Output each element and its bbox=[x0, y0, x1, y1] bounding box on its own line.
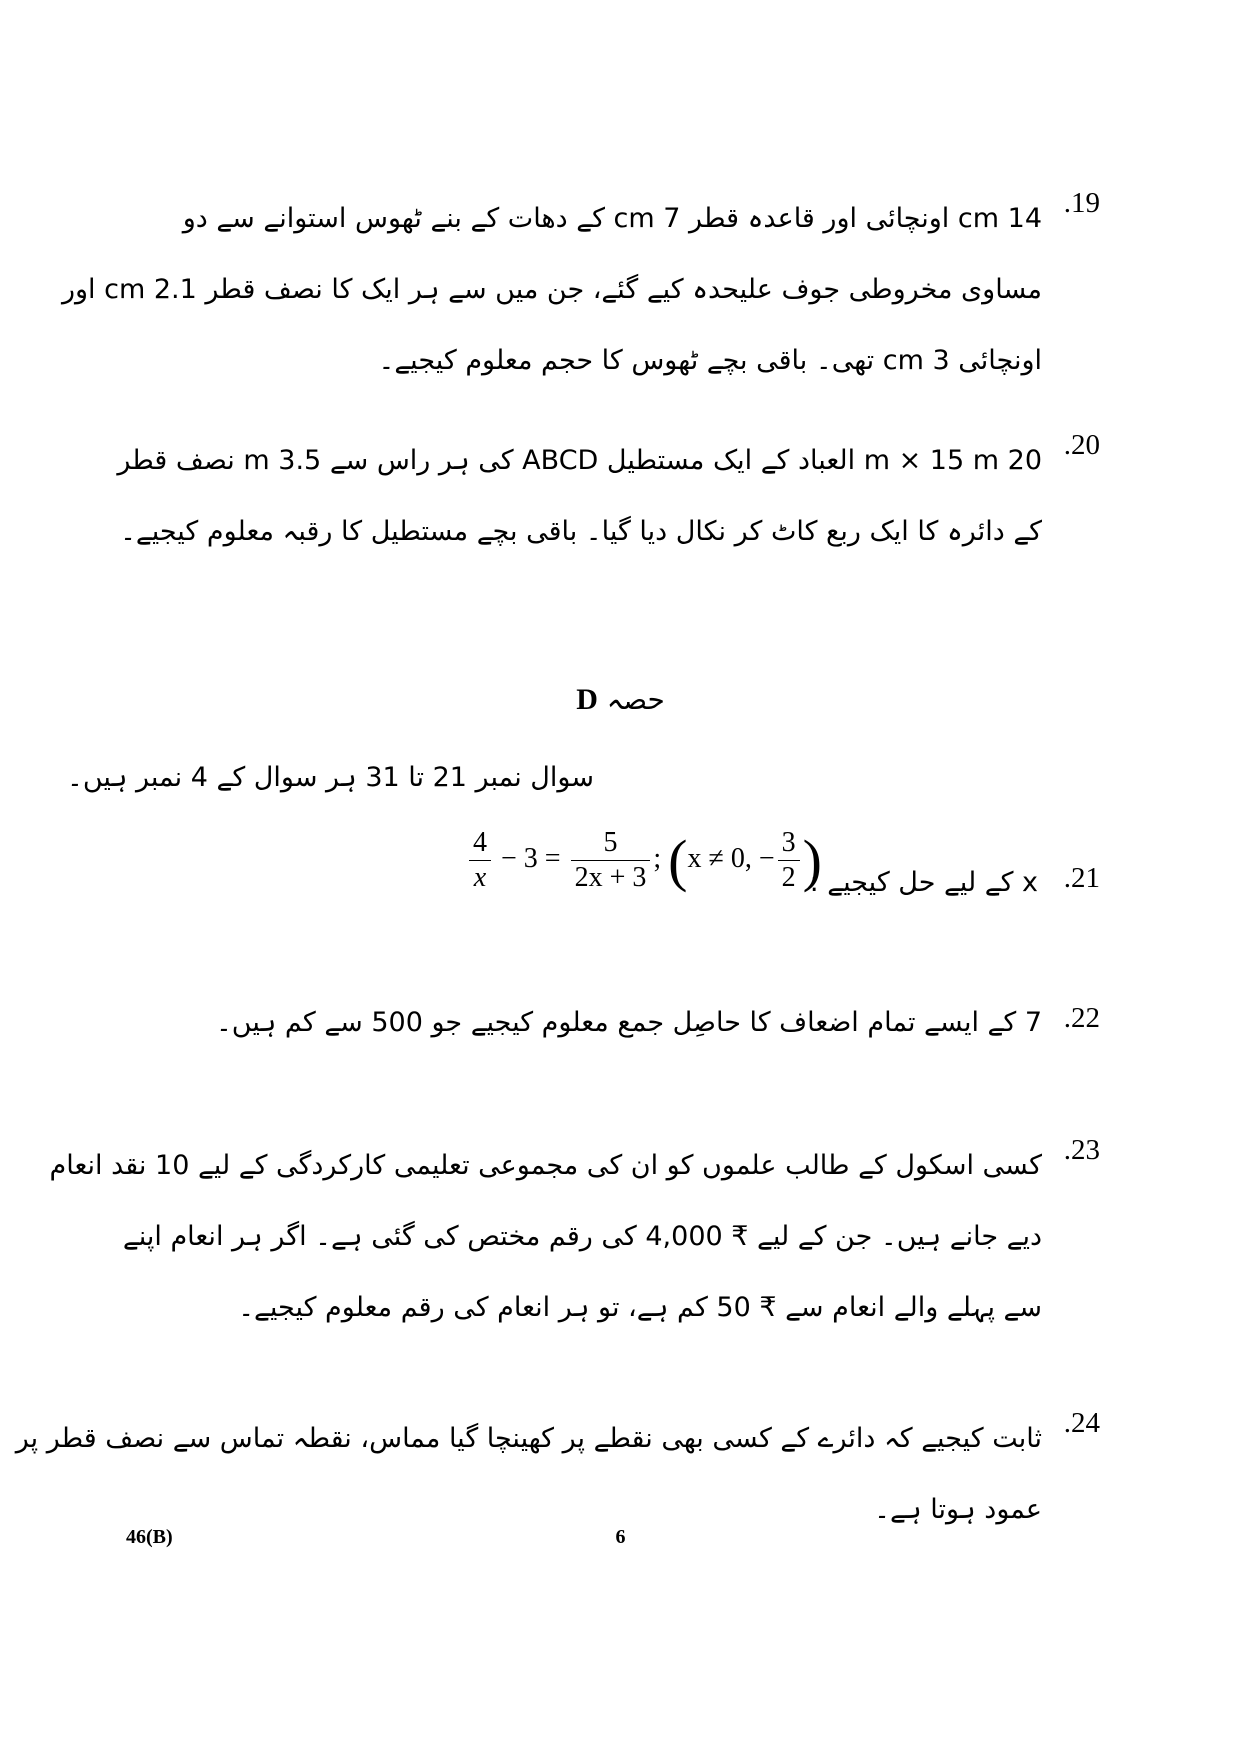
fraction: $\frac{4}{x}$ bbox=[469, 826, 491, 895]
section-letter: D bbox=[576, 683, 598, 716]
equation-separator: ; bbox=[653, 842, 662, 874]
question-19 bbox=[61, 183, 1100, 396]
question-number: .22 bbox=[1063, 1002, 1100, 1034]
section-marks-note: سوال نمبر 21 تا 31 ہر سوال کے 4 نمبر ہیں۔ bbox=[67, 762, 594, 793]
question-number: .20 bbox=[1063, 429, 1100, 461]
question-23 bbox=[49, 1130, 1100, 1343]
section-word: حصہ bbox=[606, 683, 665, 716]
question-line: x کے لیے حل کیجیے : bbox=[809, 867, 1038, 898]
question-line: کسی اسکول کے طالب علموں کو ان کی مجموعی تعلیمی کارکردگی کے لیے 10 نقد انعام bbox=[49, 1150, 1042, 1181]
question-number: .19 bbox=[1063, 187, 1100, 219]
question-number: .24 bbox=[1063, 1407, 1100, 1439]
page-number: 6 bbox=[615, 1526, 626, 1548]
fraction: $\frac{5}{2x + 3}$ bbox=[571, 826, 651, 895]
question-number: .21 bbox=[1063, 862, 1100, 894]
question-line: 7 کے ایسے تمام اضعاف کا حاصِل جمع معلوم کیجیے جو 500 سے کم ہیں۔ bbox=[215, 1007, 1042, 1038]
question-line: سے پہلے والے انعام سے ₹ 50 کم ہے، تو ہر انعام کی رقم معلوم کیجیے۔ bbox=[238, 1292, 1042, 1323]
question-line: مساوی مخروطی جوف علیحدہ کیے گئے، جن میں سے ہر ایک کا نصف قطر 2.1 cm اور bbox=[61, 274, 1042, 305]
equation-condition: x ≠ 0, − bbox=[687, 842, 775, 874]
right-paren: ) bbox=[802, 828, 822, 893]
question-line: کے دائرہ کا ایک ربع کاٹ کر نکال دیا گیا۔ باقی بچے مستطیل کا رقبہ معلوم کیجیے۔ bbox=[120, 516, 1042, 547]
question-line: دیے جانے ہیں۔ جن کے لیے ₹ 4,000 کی رقم مختص کی گئی ہے۔ اگر ہر انعام اپنے bbox=[122, 1221, 1042, 1252]
question-line: 14 cm اونچائی اور قاعدہ قطر 7 cm کے دھات کے بنے ٹھوس استوانے سے دو bbox=[182, 203, 1042, 234]
section-heading bbox=[0, 683, 1241, 717]
question-text bbox=[117, 425, 1042, 567]
equation-21 bbox=[466, 826, 822, 895]
question-text bbox=[49, 1130, 1042, 1343]
question-text bbox=[180, 998, 1042, 1048]
question-number: .23 bbox=[1063, 1134, 1100, 1166]
equation-term: − 3 = bbox=[501, 842, 561, 874]
left-paren: ( bbox=[668, 828, 688, 893]
question-text bbox=[61, 183, 1042, 396]
question-line: ثابت کیجیے کہ دائرے کے کسی بھی نقطے پر کھینچا گیا مماس، نقطہ تماس سے نصف قطر پر bbox=[15, 1423, 1042, 1454]
fraction: $\frac{3}{2}$ bbox=[778, 826, 800, 895]
question-line: اونچائی 3 cm تھی۔ باقی بچے ٹھوس کا حجم معلوم کیجیے۔ bbox=[378, 345, 1042, 376]
question-22 bbox=[180, 998, 1100, 1048]
question-line: عمود ہوتا ہے۔ bbox=[874, 1494, 1042, 1525]
question-line: 20 m × 15 m العباد کے ایک مستطیل ABCD کی ہر راس سے 3.5 m نصف قطر bbox=[117, 445, 1042, 476]
paper-code: 46(B) bbox=[126, 1526, 173, 1548]
question-20 bbox=[117, 425, 1100, 567]
